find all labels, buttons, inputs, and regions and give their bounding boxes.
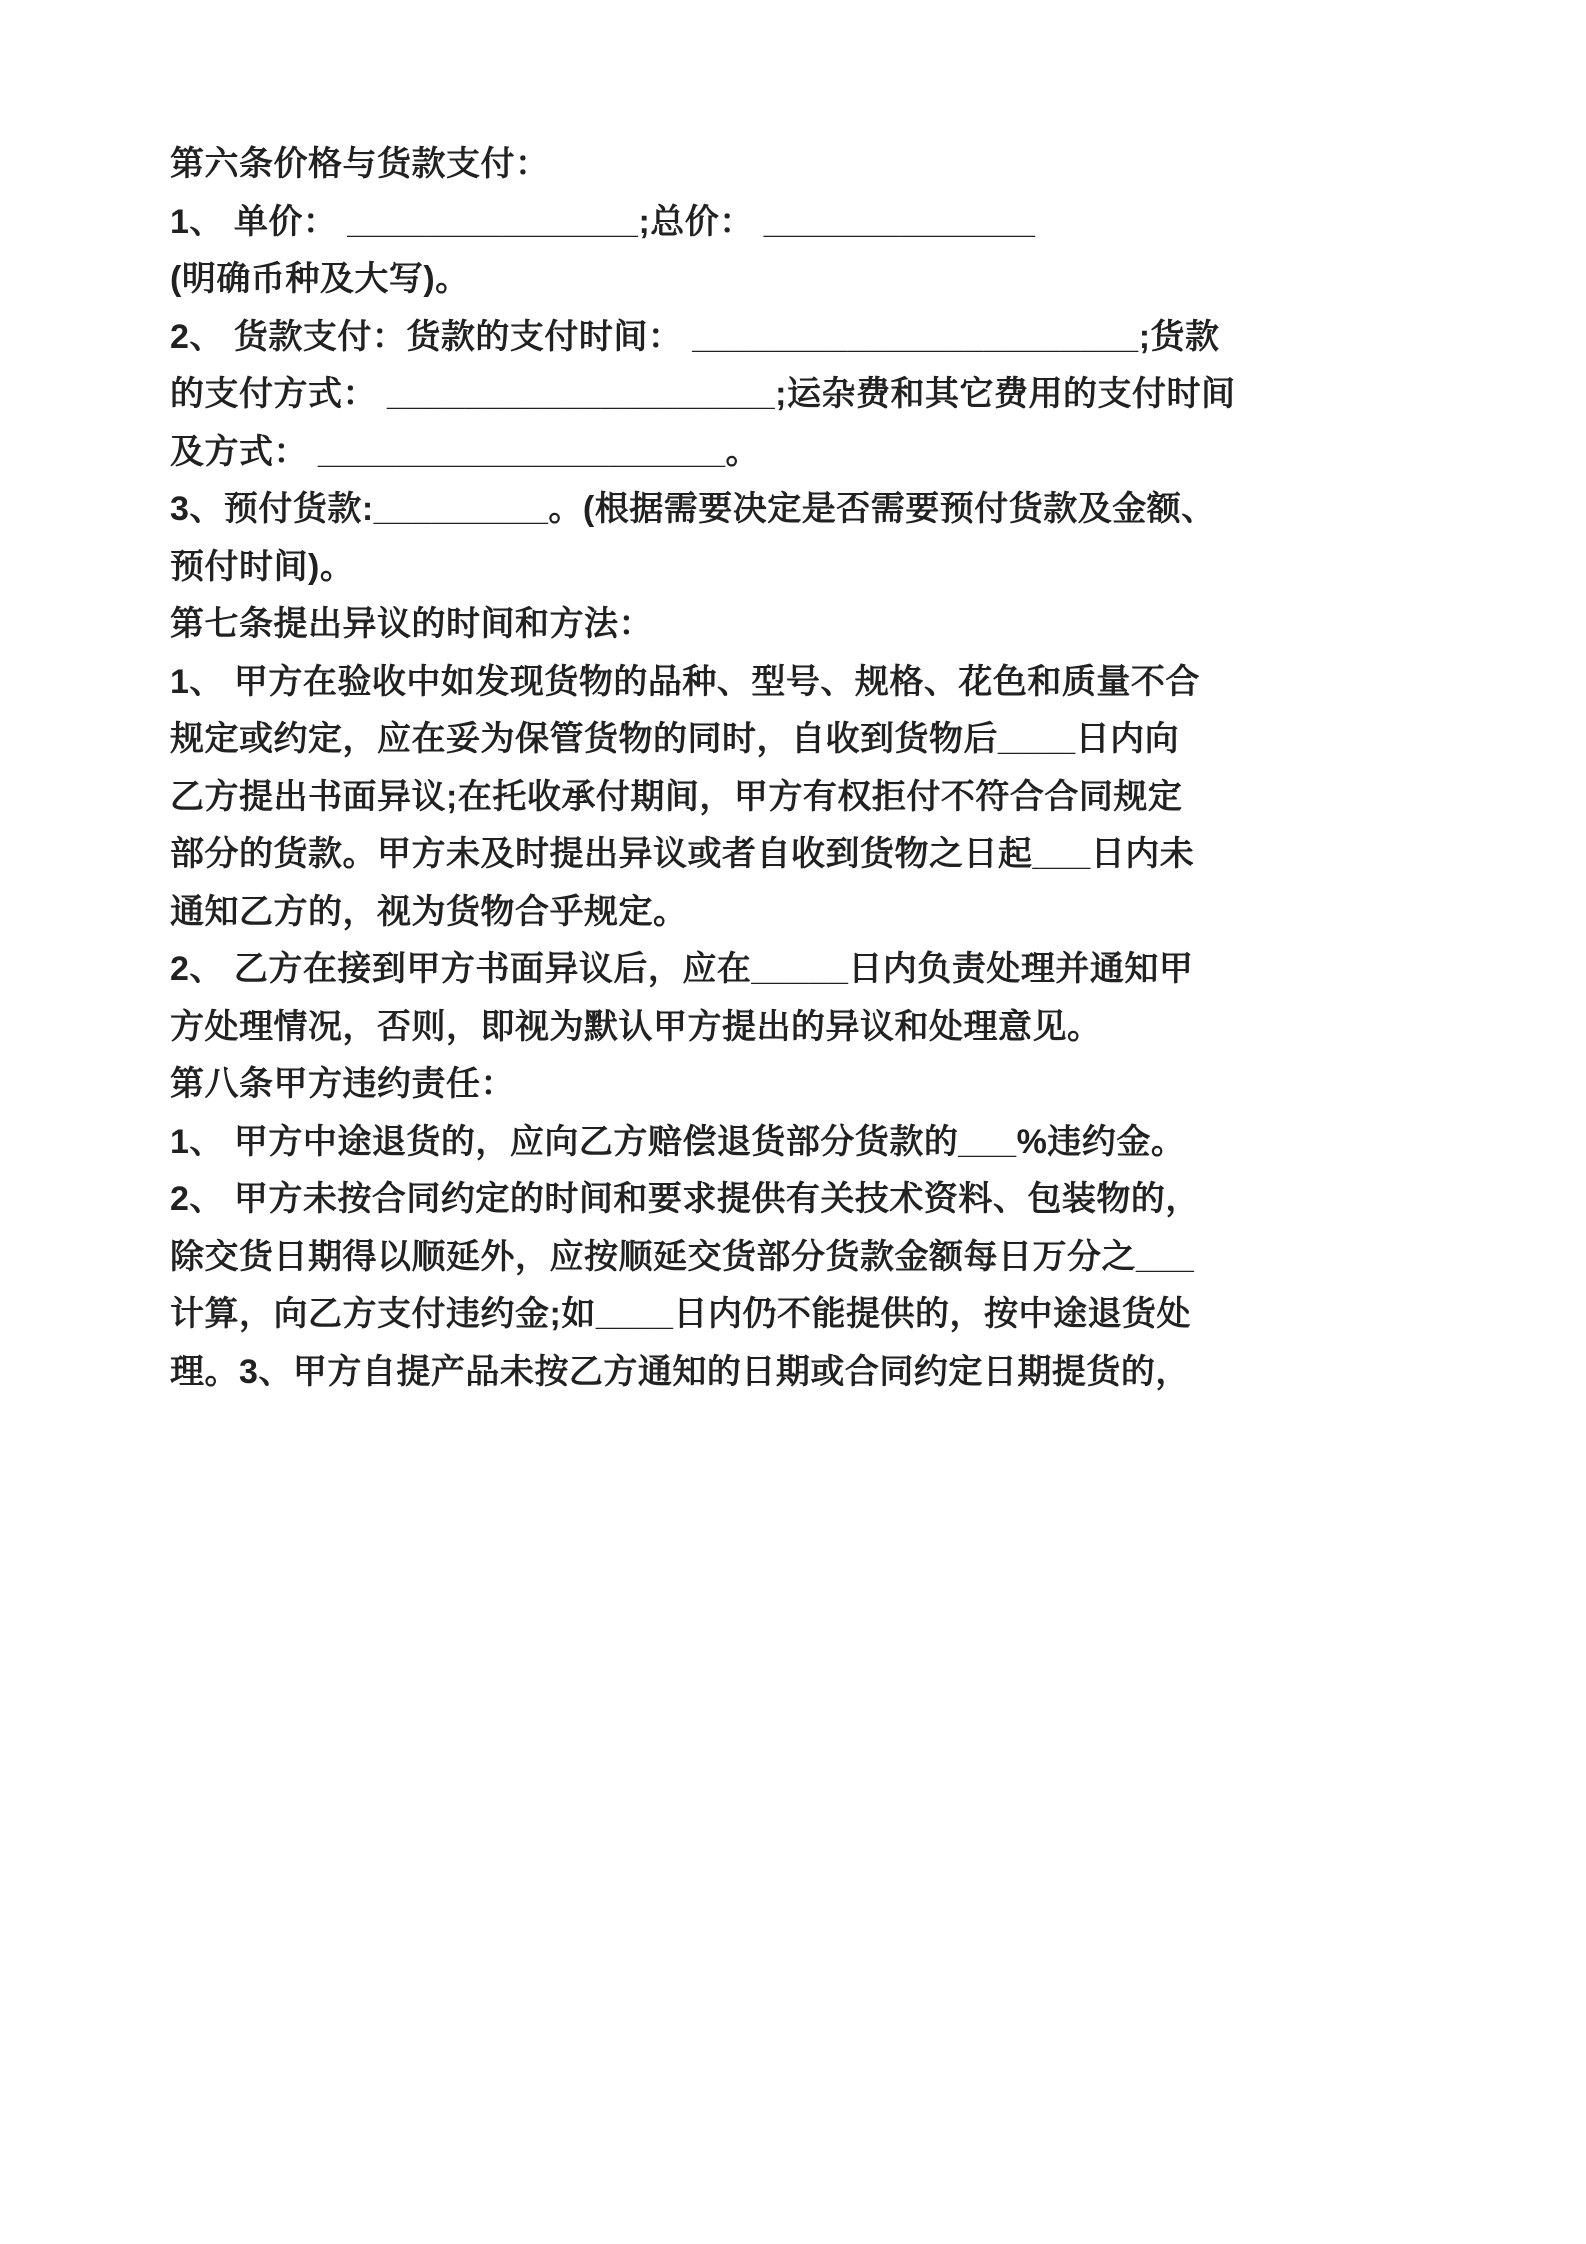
- text-line: 1、 单价： _______________;总价： ______________: [170, 202, 1036, 241]
- text-line: 方处理情况，否则，即视为默认甲方提出的异议和处理意见。: [170, 1007, 1102, 1046]
- section-heading-article-7: 第七条提出异议的时间和方法：: [170, 605, 653, 643]
- section-heading-article-6: 第六条价格与货款支付：: [170, 145, 550, 183]
- text-line: 理。3、甲方自提产品未按乙方通知的日期或合同约定日期提货的，: [170, 1352, 1190, 1391]
- text-line: 1、 甲方在验收中如发现货物的品种、型号、规格、花色和质量不合: [170, 662, 1200, 701]
- section-heading-article-8: 第八条甲方违约责任：: [170, 1065, 515, 1103]
- text-line: 1、 甲方中途退货的，应向乙方赔偿退货部分货款的___%违约金。: [170, 1122, 1186, 1161]
- text-line: 的支付方式： ____________________;运杂费和其它费用的支付时间: [170, 375, 1236, 413]
- text-line: (明确币种及大写)。: [170, 260, 470, 298]
- text-line: 计算，向乙方支付违约金;如____日内仍不能提供的，按中途退货处: [170, 1295, 1191, 1333]
- text-line: 2、 货款支付：货款的支付时间： _______________________;货款: [170, 317, 1220, 356]
- document-content: [170, 136, 1436, 1401]
- text-line: 2、 甲方未按合同约定的时间和要求提供有关技术资料、包装物的，: [170, 1180, 1200, 1218]
- text-line: 通知乙方的，视为货物合乎规定。: [170, 892, 688, 931]
- text-line: 及方式： _____________________。: [170, 432, 761, 471]
- text-line: 2、 乙方在接到甲方书面异议后，应在_____日内负责处理并通知甲: [170, 950, 1194, 988]
- text-line: 部分的货款。甲方未及时提出异议或者自收到货物之日起___日内未: [170, 835, 1195, 873]
- text-line: 乙方提出书面异议;在托收承付期间，甲方有权拒付不符合合同规定: [170, 777, 1183, 816]
- text-line: 规定或约定，应在妥为保管货物的同时，自收到货物后____日内向: [170, 720, 1180, 758]
- text-line: 除交货日期得以顺延外，应按顺延交货部分货款金额每日万分之___: [170, 1237, 1195, 1276]
- text-line: 预付时间)。: [170, 547, 355, 586]
- text-line: 3、预付货款:_________。(根据需要决定是否需要预付货款及金额、: [170, 490, 1216, 528]
